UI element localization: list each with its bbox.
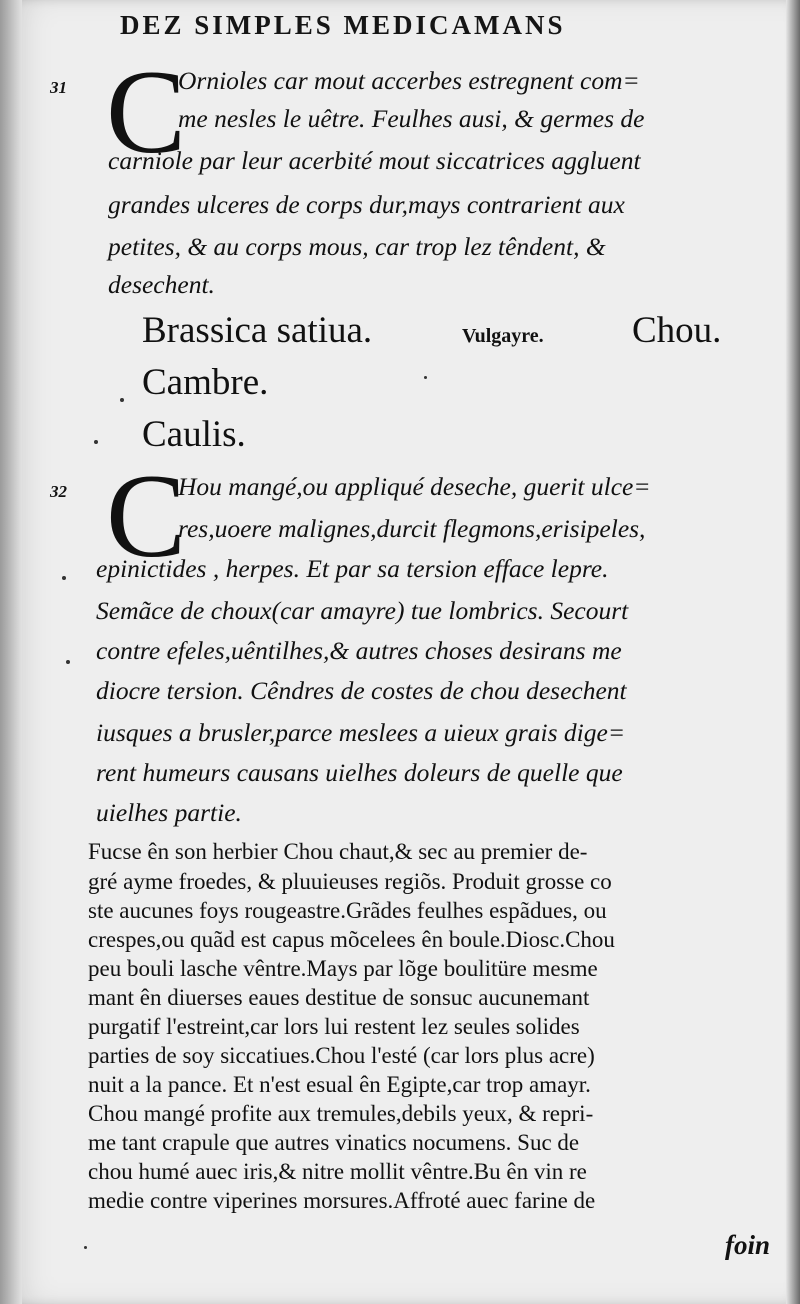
entry32-line: diocre tersion. Cêndres de costes de chou desechent xyxy=(96,676,627,705)
margin-number-32: 32 xyxy=(50,482,67,501)
ink-speck xyxy=(62,576,66,580)
page-edge-shadow xyxy=(786,0,800,1304)
margin-number-31: 31 xyxy=(50,78,67,97)
entry32-line: contre efeles,uêntilhes,& autres choses desirans me xyxy=(96,636,622,665)
lemma-alt1: Cambre. xyxy=(142,362,269,403)
commentary-line: parties de soy siccatiues.Chou l'esté (car lors plus acre) xyxy=(88,1043,595,1068)
commentary-line: peu bouli lasche vêntre.Mays par lõge boulitüre mesme xyxy=(88,956,598,981)
commentary-line: mant ên diuerses eaues destitue de sonsuc aucunemant xyxy=(88,985,590,1010)
commentary-line: crespes,ou quãd est capus mõcelees ên boule.Diosc.Chou xyxy=(88,927,615,952)
entry31-line: petites, & au corps mous, car trop lez têndent, & xyxy=(108,232,606,261)
commentary-line: Fucse ên son herbier Chou chaut,& sec au premier de- xyxy=(88,839,588,864)
ink-speck xyxy=(84,1246,87,1249)
dropcap-32: C xyxy=(106,449,187,582)
entry31-line: grandes ulceres de corps dur,mays contrarient aux xyxy=(108,190,625,219)
entry31-line: Ornioles car mout accerbes estregnent com= xyxy=(178,66,640,95)
entry31-line: carniole par leur acerbité mout siccatrices aggluent xyxy=(108,146,641,175)
gutter-shadow xyxy=(0,0,22,1304)
lemma-french: Chou. xyxy=(632,310,722,351)
ink-speck xyxy=(66,660,70,664)
lemma-alt2: Caulis. xyxy=(142,414,246,455)
entry32-line: rent humeurs causans uielhes doleurs de quelle que xyxy=(96,758,623,787)
ink-speck xyxy=(94,440,98,444)
commentary-line: medie contre viperines morsures.Affroté auec farine de xyxy=(88,1188,596,1213)
commentary-line: purgatif l'estreint,car lors lui restent lez seules solides xyxy=(88,1014,580,1039)
entry31-line: me nesles le uêtre. Feulhes ausi, & germes de xyxy=(178,104,645,133)
entry32-line: Semãce de choux(car amayre) tue lombrics. Secourt xyxy=(96,596,629,625)
ink-speck xyxy=(120,398,124,402)
entry32-line: Hou mangé,ou appliqué deseche, guerit ulce= xyxy=(178,472,651,501)
lemma-latin: Brassica satiua. xyxy=(142,310,373,351)
commentary-line: me tant crapule que autres vinatics nocumens. Suc de xyxy=(88,1130,580,1155)
lemma-vulgar-label: Vulgayre. xyxy=(462,325,544,347)
entry31-line: desechent. xyxy=(108,270,215,299)
entry32-line: res,uoere malignes,durcit flegmons,erisipeles, xyxy=(178,514,646,543)
entry32-line: epinictides , herpes. Et par sa tersion efface lepre. xyxy=(96,554,609,583)
commentary-line: nuit a la pance. Et n'est esual ên Egipte,car trop amayr. xyxy=(88,1072,591,1097)
commentary-line: gré ayme froedes, & pluuieuses regiõs. Produit grosse co xyxy=(88,869,612,894)
entry32-line: iusques a brusler,parce meslees a uieux grais dige= xyxy=(96,718,626,747)
commentary-line: Chou mangé profite aux tremules,debils yeux, & repri- xyxy=(88,1101,594,1126)
ink-speck xyxy=(424,376,427,379)
entry32-line: uielhes partie. xyxy=(96,798,242,827)
commentary-line: chou humé auec iris,& nitre mollit vêntre.Bu ên vin re xyxy=(88,1159,587,1184)
commentary-line: ste aucunes foys rougeastre.Grãdes feulhes espãdues, ou xyxy=(88,898,607,923)
dropcap-31: C xyxy=(106,45,187,178)
catchword: foin xyxy=(724,1230,770,1260)
running-head: DEZ SIMPLES MEDICAMANS xyxy=(120,10,566,40)
